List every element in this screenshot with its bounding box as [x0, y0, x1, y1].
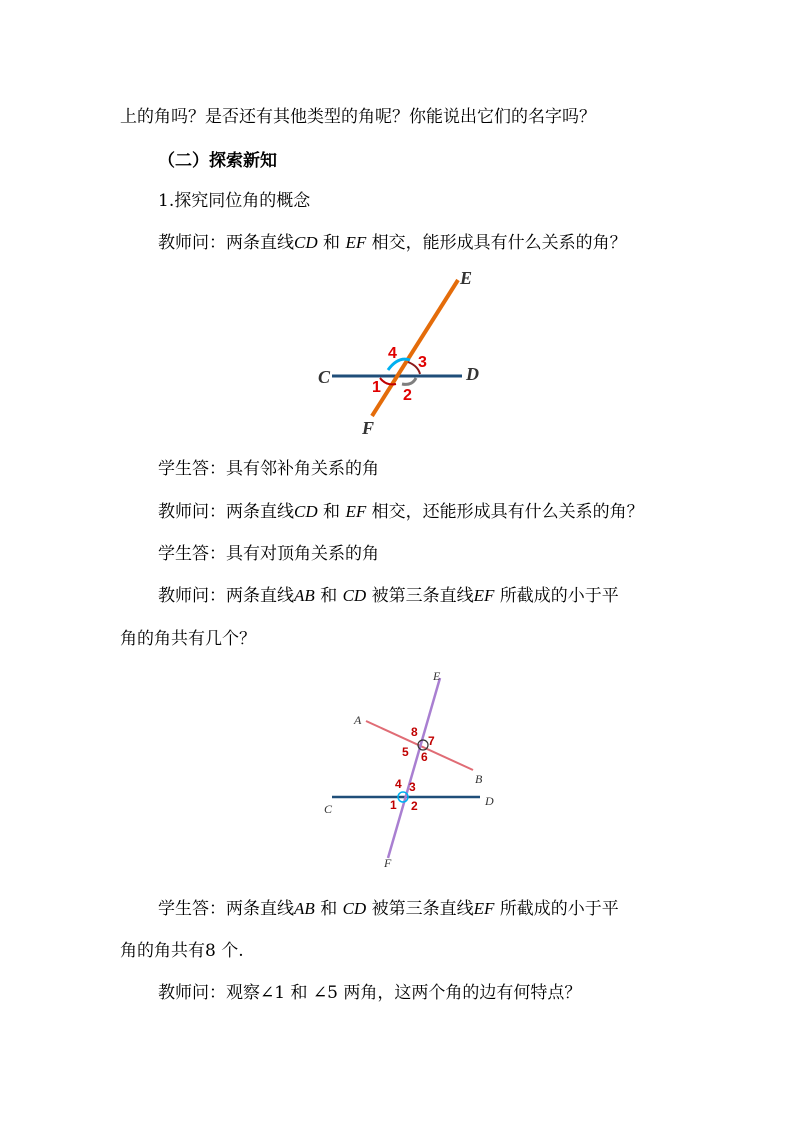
- teacher-question-2: 教师问：两条直线CD 和 EF 相交，还能形成具有什么关系的角？: [158, 502, 644, 522]
- label-f: F: [362, 418, 375, 438]
- line-ef: [388, 678, 440, 858]
- angle-number-3: 3: [409, 780, 416, 794]
- teacher-question-3-cont: 角的角共有几个？: [120, 629, 256, 649]
- label-a: A: [354, 713, 362, 727]
- figure-intersecting-lines: [310, 262, 510, 442]
- angle-number-1: 1: [372, 379, 381, 396]
- angle-number-5: 5: [402, 745, 409, 759]
- teacher-question-1: 教师问：两条直线CD 和 EF 相交，能形成具有什么关系的角？: [158, 233, 627, 253]
- angle-number-1: 1: [390, 798, 397, 812]
- label-c: C: [324, 802, 333, 816]
- angle-number-2: 2: [411, 799, 418, 813]
- label-c: C: [318, 367, 331, 387]
- angle-number-7: 7: [428, 734, 435, 748]
- student-answer-3-cont: 角的角共有8 个.: [120, 941, 244, 961]
- label-e: E: [433, 669, 441, 683]
- label-d: D: [466, 364, 479, 384]
- text-line-1: 上的角吗？是否还有其他类型的角呢？你能说出它们的名字吗？: [120, 107, 596, 127]
- label-e: E: [460, 268, 473, 288]
- student-answer-2: 学生答：具有对顶角关系的角: [158, 544, 379, 564]
- angle-number-6: 6: [421, 750, 428, 764]
- line-ef: [372, 280, 458, 416]
- angle-number-4: 4: [388, 345, 397, 362]
- section-heading: （二）探索新知: [158, 151, 277, 171]
- angle-arc-2: [402, 378, 416, 384]
- label-d: D: [485, 794, 494, 808]
- label-b: B: [475, 772, 483, 786]
- label-f: F: [384, 856, 392, 870]
- angle-number-2: 2: [403, 387, 412, 404]
- angle-number-3: 3: [418, 354, 427, 371]
- teacher-question-4: 教师问：观察∠1 和 ∠5 两角，这两个角的边有何特点？: [158, 983, 582, 1003]
- student-answer-1: 学生答：具有邻补角关系的角: [158, 459, 379, 479]
- angle-number-8: 8: [411, 725, 418, 739]
- teacher-question-3: 教师问：两条直线AB 和 CD 被第三条直线EF 所截成的小于平: [158, 586, 619, 606]
- figure-transversal: [316, 666, 516, 876]
- subsection-title: 1.探究同位角的概念: [158, 191, 311, 211]
- student-answer-3: 学生答：两条直线AB 和 CD 被第三条直线EF 所截成的小于平: [158, 899, 619, 919]
- angle-number-4: 4: [395, 777, 402, 791]
